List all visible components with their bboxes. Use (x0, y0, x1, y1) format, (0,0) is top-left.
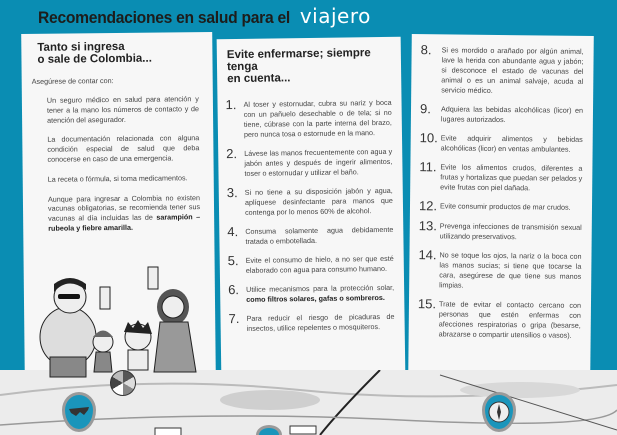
list-item: 8. Si es mordido o arañado por algún animal, lave la herida con abundante agua y jabón; si desconoce el estado de vacunas del animal o es un animal salvaje, acuda al servicio médico. (420, 42, 584, 95)
heading-line: en cuenta... (227, 72, 291, 86)
panel-avoid-illness (217, 37, 406, 380)
heading-line: Evite enfermarse; siempre tenga (226, 47, 371, 74)
list-item: 11. Evite los alimentos crudos, diferentes a frutas y hortalizas que puedan ser pelados y evite frutas con piel dañada. (419, 159, 583, 193)
list-item: 15. Trate de evitar el contacto cercano con personas que estén enfermas con afecciones respiratorias o gripa (besarse, abrazarse o compartir utensilios o vasos). (417, 296, 582, 340)
title-accent: viajero (299, 4, 371, 28)
list-item: La receta o fórmula, si toma medicamentos. (47, 173, 188, 184)
list-item: 7. Para reducir el riesgo de picaduras de insectos, utilice repelentes o mosquiteros. (228, 311, 395, 333)
beach-ball-icon (110, 370, 136, 396)
list-item: 6. Utilice mecanismos para la protección solar, como filtros solares, gafas o sombreros. (228, 282, 395, 304)
panel-heading (21, 32, 212, 66)
title-main: Recomendaciones en salud para el (38, 8, 290, 27)
list-item: 4. Consuma solamente agua debidamente tratada o embotellada. (227, 224, 394, 246)
panel-more-tips (408, 34, 594, 379)
list-item: 10. Evite adquirir alimentos y bebidas alcohólicas (licor) en ventas ambulantes. (419, 130, 583, 154)
page-title (38, 4, 371, 30)
list-item: 3. Si no tiene a su disposición jabón y agua, aplíquese desinfectante para manos que contenga por lo menos 60% de alcohol. (226, 185, 393, 217)
list-item: 14. No se toque los ojos, la nariz o la boca con las manos sucias; si tiene que tocarse la cara, asegúrese de que tiene sus manos limpias. (418, 247, 582, 290)
list-item: 13. Prevenga infecciones de transmisión sexual utilizando preservativos. (418, 218, 582, 242)
tips-list (409, 34, 594, 341)
list-item: 12. Evite consumir productos de mar crudos. (418, 198, 571, 214)
list-item: 2. Lávese las manos frecuentemente con agua y jabón antes y después de ingerir alimentos, toser o estornudar y utilizar el baño. (226, 146, 393, 178)
panel-heading (217, 37, 402, 86)
list-item: La documentación relacionada con alguna condición especial de salud que deba conocerse en caso de una emergencia. (47, 133, 200, 164)
heading-line: Tanto si ingresa (37, 40, 125, 54)
list-item: Aunque para ingresar a Colombia no existen vacunas obligatorias, se recomienda tener sus vacunas al día incluidas las de sarampión – rubeola y fiebre amarilla. (47, 192, 201, 233)
list-item: 1. Al toser y estornudar, cubra su nariz y boca con un pañuelo desechable o de tela; si no tiene, cúbrase con la parte interna del brazo, pero nunca tosa o estornude en la mano. (225, 97, 392, 139)
list-item: Un seguro médico en salud para atención y tener a la mano los números de contacto y de atención del asegurador. (46, 94, 200, 125)
family-illustration-icon (28, 262, 208, 387)
intro-text: Asegúrese de contar con: (31, 76, 114, 86)
list-item: 9. Adquiera las bebidas alcohólicas (licor) en lugares autorizados. (419, 101, 584, 125)
heading-line: o sale de Colombia... (37, 52, 152, 66)
list-item: 5. Evite el consumo de hielo, a no ser que esté elaborado con agua para consumo humano. (227, 253, 394, 275)
tips-list (217, 83, 404, 335)
